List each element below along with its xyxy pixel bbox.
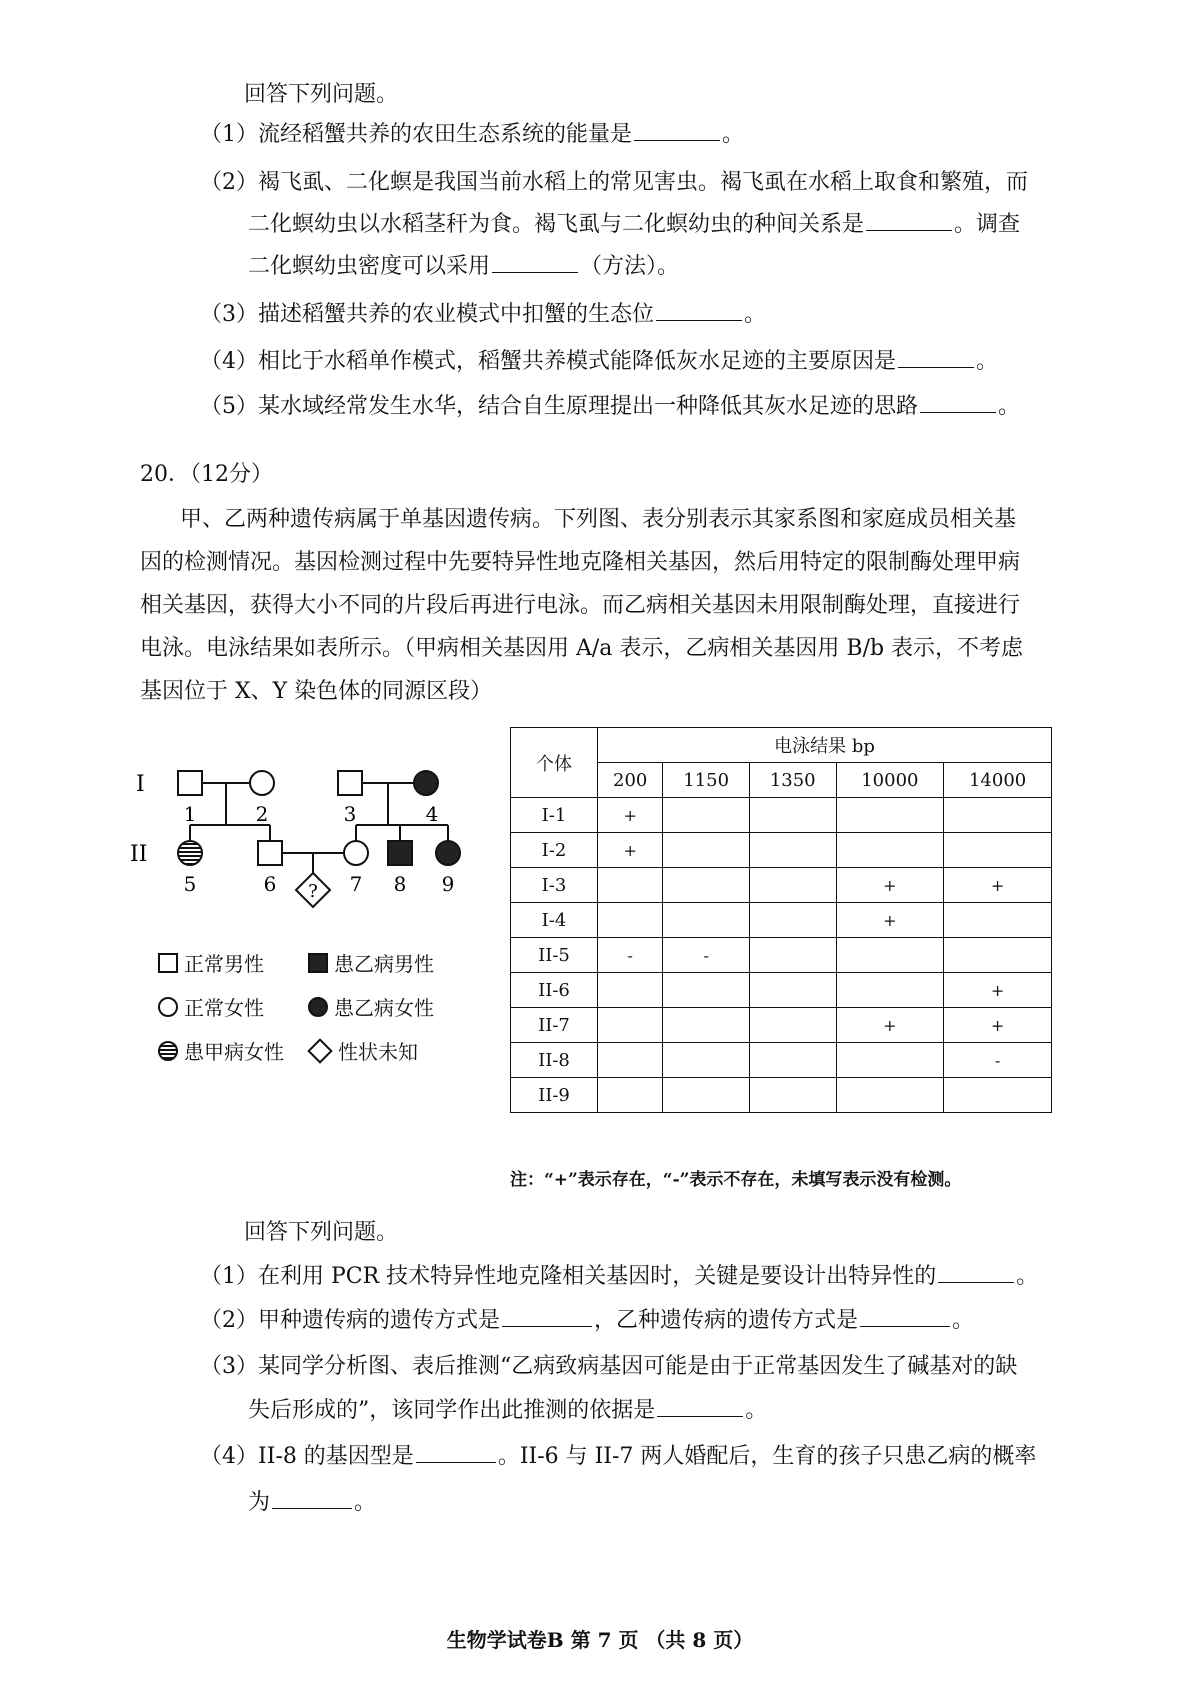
q20-header: 20．（12分） — [140, 462, 273, 487]
table-cell — [749, 1008, 836, 1043]
legend-label: 患甲病女性 — [184, 1040, 284, 1064]
table-row — [511, 1008, 1052, 1043]
q-text-end: 。 — [744, 302, 767, 327]
q20-2 — [200, 1306, 974, 1336]
q-text: 描述稻蟹共养的农业模式中扣蟹的生态位 — [258, 302, 655, 327]
answer-blank[interactable] — [657, 1398, 743, 1417]
answer-blank[interactable] — [898, 349, 974, 368]
size-header-10000: 10000 — [836, 763, 944, 798]
table-cell: + — [598, 833, 663, 868]
table-row — [511, 1043, 1052, 1078]
table-cell — [836, 1078, 944, 1113]
label-7: 7 — [349, 872, 363, 896]
label-3: 3 — [343, 802, 357, 826]
table-cell — [598, 1078, 663, 1113]
unknown-mark: ? — [308, 881, 318, 902]
legend-normal-male — [158, 948, 264, 977]
q-number: （2） — [200, 1308, 258, 1333]
size-header-1350: 1350 — [749, 763, 836, 798]
individual-I-4 — [414, 771, 438, 795]
table-cell — [663, 1008, 750, 1043]
legend-label: 正常女性 — [184, 996, 264, 1020]
individual-I-2 — [250, 771, 274, 795]
circle-icon — [158, 997, 178, 1017]
q20-4-line1 — [200, 1442, 1036, 1472]
table-cell — [749, 833, 836, 868]
table-cell — [663, 868, 750, 903]
table-cell — [663, 1078, 750, 1113]
table-cell — [749, 868, 836, 903]
table-cell — [944, 798, 1052, 833]
row-individual-id: II-5 — [511, 938, 598, 973]
q20-intro-line3: 相关基因，获得大小不同的片段后再进行电泳。而乙病相关基因未用限制酶处理，直接进行 — [140, 593, 1021, 618]
q-text-end: 。 — [745, 1398, 768, 1423]
table-cell — [663, 798, 750, 833]
q-text: II-8 的基因型是 — [258, 1444, 414, 1469]
table-cell: + — [944, 868, 1052, 903]
size-header-200: 200 — [598, 763, 663, 798]
q-text-end: 。 — [998, 394, 1021, 419]
individual-II-6 — [258, 841, 282, 865]
table-row — [511, 903, 1052, 938]
table-cell — [749, 938, 836, 973]
table-cell — [944, 1078, 1052, 1113]
generation-label-II: II — [130, 842, 148, 867]
answer-prompt: 回答下列问题。 — [244, 82, 399, 107]
table-row — [511, 798, 1052, 833]
q-text: 某水域经常发生水华，结合自生原理提出一种降低其灰水足迹的思路 — [258, 394, 919, 419]
table-cell — [749, 903, 836, 938]
q-text-end: （方法）。 — [580, 254, 680, 279]
label-5: 5 — [183, 872, 197, 896]
table-cell — [663, 973, 750, 1008]
table-cell — [663, 1043, 750, 1078]
col-individual: 个体 — [511, 728, 598, 798]
legend-label: 正常男性 — [184, 952, 264, 976]
table-cell: + — [944, 1008, 1052, 1043]
row-individual-id: I-4 — [511, 903, 598, 938]
legend-unknown — [308, 1036, 418, 1065]
row-individual-id: II-8 — [511, 1043, 598, 1078]
label-2: 2 — [255, 802, 269, 826]
table-cell: + — [944, 973, 1052, 1008]
q-number: （1） — [200, 122, 258, 147]
answer-blank[interactable] — [502, 1308, 592, 1327]
q19-2-line1 — [200, 168, 1028, 198]
table-row — [511, 938, 1052, 973]
table-cell — [598, 1043, 663, 1078]
label-1: 1 — [183, 802, 197, 826]
q-number: （3） — [200, 302, 258, 327]
q20-intro-line2: 因的检测情况。基因检测过程中先要特异性地克隆相关基因，然后用特定的限制酶处理甲病 — [140, 550, 1021, 575]
table-note: 注：“+”表示存在，“-”表示不存在，未填写表示没有检测。 — [510, 1170, 962, 1190]
q-text: 流经稻蟹共养的农田生态系统的能量是 — [258, 122, 633, 147]
answer-blank[interactable] — [416, 1444, 496, 1463]
row-individual-id: II-9 — [511, 1078, 598, 1113]
individual-II-8 — [388, 841, 412, 865]
table-cell — [749, 973, 836, 1008]
q-number: （5） — [200, 394, 258, 419]
answer-blank[interactable] — [272, 1490, 352, 1509]
label-4: 4 — [425, 802, 439, 826]
filled-square-icon — [308, 953, 328, 973]
answer-blank[interactable] — [656, 302, 742, 321]
label-6: 6 — [263, 872, 277, 896]
q-text-end: 。调查 — [954, 212, 1021, 237]
table-cell — [836, 973, 944, 1008]
individual-II-5 — [178, 841, 202, 865]
col-group-electrophoresis: 电泳结果 bp — [598, 728, 1052, 763]
generation-label-I: I — [136, 772, 145, 797]
q-number: （3） — [200, 1354, 258, 1379]
q20-1 — [200, 1262, 1038, 1292]
legend-jia-female — [158, 1036, 284, 1065]
size-header-14000: 14000 — [944, 763, 1052, 798]
row-individual-id: I-3 — [511, 868, 598, 903]
table-row — [511, 1078, 1052, 1113]
q-text-end: 。II-6 与 II-7 两人婚配后，生育的孩子只患乙病的概率 — [497, 1444, 1037, 1469]
q-text: 失后形成的”，该同学作出此推测的依据是 — [248, 1398, 656, 1423]
q-text: 在利用 PCR 技术特异性地克隆相关基因时，关键是要设计出特异性的 — [258, 1264, 937, 1289]
label-9: 9 — [441, 872, 455, 896]
q-text-end: 。 — [354, 1490, 377, 1515]
q-text: 相比于水稻单作模式，稻蟹共养模式能降低灰水足迹的主要原因是 — [258, 349, 897, 374]
table-cell — [944, 833, 1052, 868]
page-footer: 生物学试卷B 第 7 页 （共 8 页） — [446, 1628, 754, 1652]
q-text: 褐飞虱、二化螟是我国当前水稻上的常见害虫。褐飞虱在水稻上取食和繁殖，而 — [258, 170, 1029, 195]
q19-2-line3 — [248, 252, 679, 282]
legend-label: 患乙病女性 — [334, 996, 434, 1020]
q-text: 甲种遗传病的遗传方式是 — [258, 1308, 501, 1333]
q-text-mid: ，乙种遗传病的遗传方式是 — [594, 1308, 859, 1333]
q-text-end: 。 — [952, 1308, 975, 1333]
q-number: （2） — [200, 170, 258, 195]
answer-blank[interactable] — [634, 122, 720, 141]
answer-blank[interactable] — [938, 1264, 1014, 1283]
table-cell — [944, 903, 1052, 938]
legend-label: 患乙病男性 — [334, 952, 434, 976]
individual-II-7 — [344, 841, 368, 865]
q-text: 二化螟幼虫密度可以采用 — [248, 254, 491, 279]
q-number: （4） — [200, 1444, 258, 1469]
legend-yi-male — [308, 948, 434, 977]
table-cell — [598, 1008, 663, 1043]
q-text: 为 — [248, 1490, 271, 1515]
table-cell: - — [944, 1043, 1052, 1078]
row-individual-id: I-1 — [511, 798, 598, 833]
q-text-end: 。 — [1016, 1264, 1039, 1289]
pedigree-legend — [158, 948, 498, 1098]
answer-blank[interactable] — [920, 394, 996, 413]
legend-label: 性状未知 — [338, 1040, 418, 1064]
table-cell — [598, 903, 663, 938]
answer-blank[interactable] — [866, 212, 952, 231]
individual-II-9 — [436, 841, 460, 865]
pedigree-chart — [130, 735, 510, 955]
square-icon — [158, 953, 178, 973]
table-cell — [836, 798, 944, 833]
q-text: 某同学分析图、表后推测“乙病致病基因可能是由于正常基因发生了碱基对的缺 — [258, 1354, 1018, 1379]
q19-5 — [200, 392, 1020, 422]
size-header-1150: 1150 — [663, 763, 750, 798]
q19-3 — [200, 300, 766, 330]
q20-4-line2 — [248, 1488, 376, 1518]
table-cell — [663, 903, 750, 938]
individual-I-3 — [338, 771, 362, 795]
table-cell: + — [836, 868, 944, 903]
table-row — [511, 868, 1052, 903]
q20-intro-line1: 甲、乙两种遗传病属于单基因遗传病。下列图、表分别表示其家系图和家庭成员相关基 — [180, 507, 1017, 532]
table-cell: + — [598, 798, 663, 833]
answer-blank[interactable] — [492, 254, 578, 273]
q-number: （1） — [200, 1264, 258, 1289]
label-8: 8 — [393, 872, 407, 896]
striped-circle-icon — [158, 1041, 178, 1061]
q20-3-line2 — [248, 1396, 767, 1426]
electrophoresis-table — [510, 727, 1052, 1113]
q20-intro-line5: 基因位于 X、Y 染色体的同源区段） — [140, 679, 493, 704]
q20-3-line1 — [200, 1352, 1017, 1382]
table-row — [511, 973, 1052, 1008]
q19-2-line2 — [248, 210, 1020, 240]
table-cell — [598, 973, 663, 1008]
row-individual-id: II-6 — [511, 973, 598, 1008]
q-number: （4） — [200, 349, 258, 374]
q19-1 — [200, 120, 744, 150]
table-cell — [663, 833, 750, 868]
individual-I-1 — [178, 771, 202, 795]
table-cell — [836, 1043, 944, 1078]
table-row — [511, 833, 1052, 868]
q-text-end: 。 — [976, 349, 999, 374]
diamond-icon — [307, 1038, 332, 1063]
row-individual-id: I-2 — [511, 833, 598, 868]
q20-intro-line4: 电泳。电泳结果如表所示。（甲病相关基因用 A/a 表示，乙病相关基因用 B/b 表示，不考虑 — [140, 636, 1024, 661]
legend-yi-female — [308, 992, 434, 1021]
table-cell: - — [598, 938, 663, 973]
table-cell — [836, 833, 944, 868]
table-cell — [749, 798, 836, 833]
table-cell — [598, 868, 663, 903]
answer-blank[interactable] — [860, 1308, 950, 1327]
legend-normal-female — [158, 992, 264, 1021]
table-cell — [836, 938, 944, 973]
table-cell: + — [836, 1008, 944, 1043]
answer-prompt-20: 回答下列问题。 — [244, 1220, 399, 1245]
table-cell — [749, 1043, 836, 1078]
row-individual-id: II-7 — [511, 1008, 598, 1043]
table-cell — [749, 1078, 836, 1113]
table-cell: - — [663, 938, 750, 973]
q-text-end: 。 — [722, 122, 745, 147]
q-text: 二化螟幼虫以水稻茎秆为食。褐飞虱与二化螟幼虫的种间关系是 — [248, 212, 865, 237]
filled-circle-icon — [308, 997, 328, 1017]
table-cell — [944, 938, 1052, 973]
table-cell: + — [836, 903, 944, 938]
q19-4 — [200, 347, 998, 377]
